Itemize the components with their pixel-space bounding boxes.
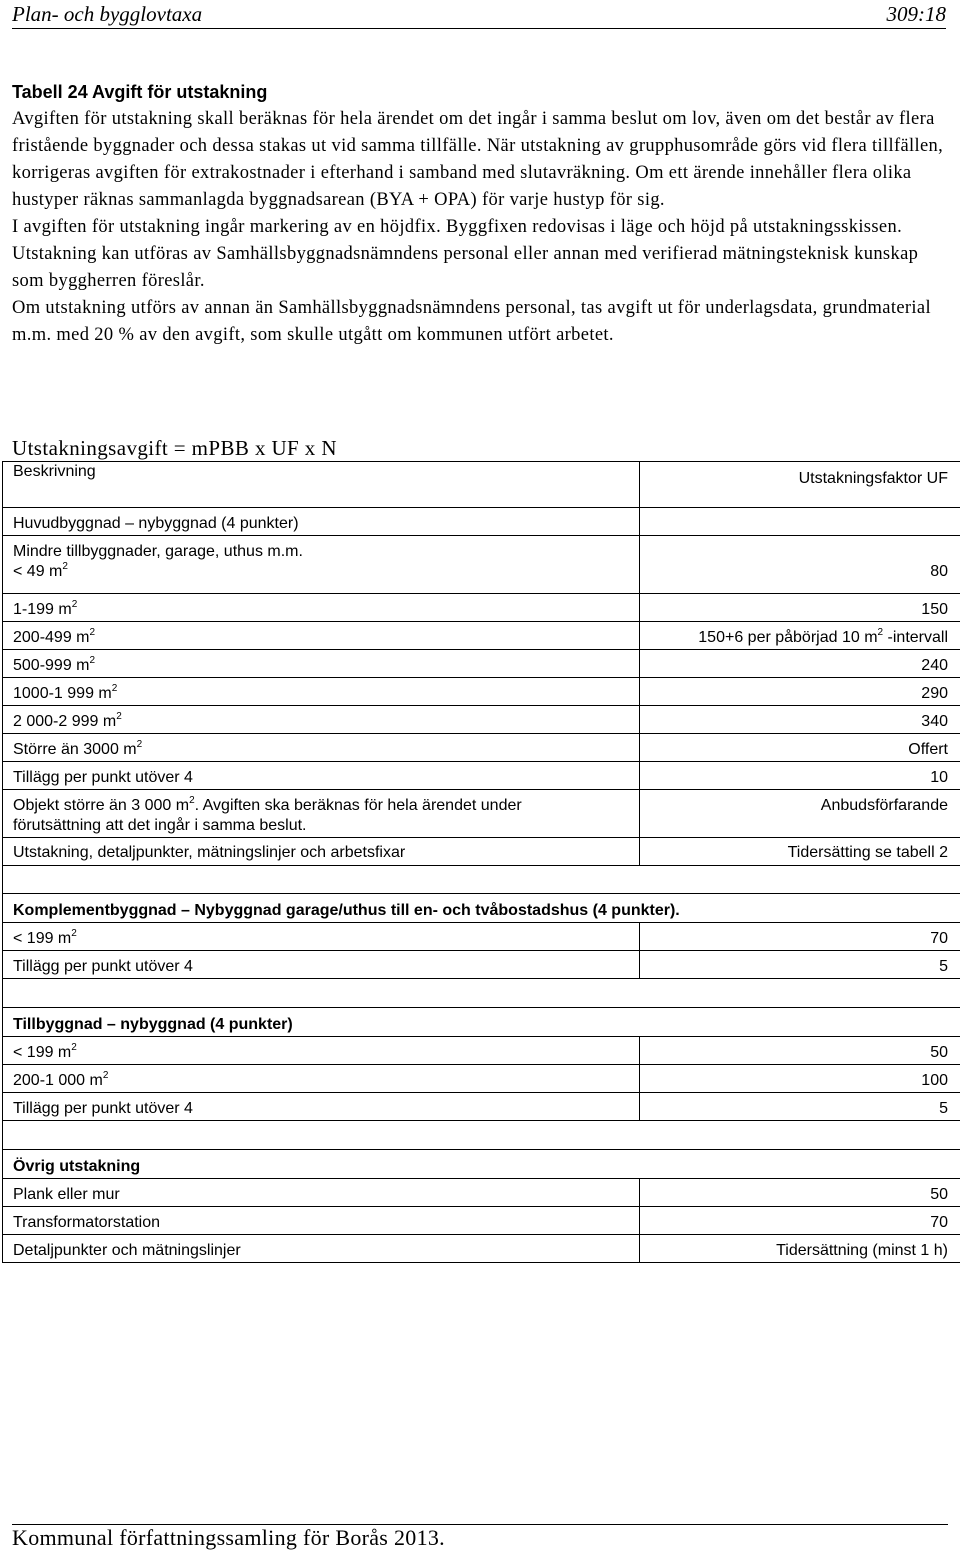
spacer-row [3,866,960,894]
row-value: 5 [640,1093,960,1121]
table-header-row [3,462,960,508]
section-subtitle: Mindre tillbyggnader, garage, uthus m.m. [13,543,303,560]
table-row [3,1065,960,1093]
row-value: 80 [640,536,960,594]
spacer-row [3,1121,960,1150]
row-label: Objekt större än 3 000 $m^2$. Avgiften ska beräknas för hela ärendet under förutsättning att det ingår i samma beslut. [3,790,640,838]
row-value: 10 [640,762,960,790]
spacer-row [3,979,960,1008]
row-value: Offert [640,734,960,762]
row-label: Utstakning, detaljpunkter, mätningslinjer och arbetsfixar [3,838,640,866]
paragraph: Om utstakning utförs av annan än Samhällsbyggnadsnämndens personal, tas avgift ut för underlagsdata, grundmaterial m.m. med 20 % av den avgift, som skulle utgått om kommunen utfört arbetet. [12,298,931,345]
row-value: 150+6 per påbörjad 10 $m^2$ -intervall [640,622,960,650]
row-label: Tillägg per punkt utöver 4 [3,762,640,790]
row-label: 500-999 $m^2$ [3,650,640,678]
table-row [3,838,960,866]
row-label: Tillägg per punkt utöver 4 [3,1093,640,1121]
row-label: Plank eller mur [3,1179,640,1207]
row-value: 70 [640,923,960,951]
section-row [3,1150,960,1179]
paragraph: Avgiften för utstakning skall beräknas för hela ärendet om det ingår i samma beslut om lov, även om det består av flera fristående byggnader och dessa stakas ut vid samma tillfälle. När utstakning av grupphusområde görs vid flera tillfällen, korrigeras avgiften för extrakostnader i efterhand i samband med slutavräkning. Om ett ärende innehåller flera olika hustyper räknas sammanlagda byggnadsarean (BYA + OPA) för varje hustyp för sig. [12,109,944,210]
row-value: 100 [640,1065,960,1093]
row-label: 1000-1 999 $m^2$ [3,678,640,706]
page-number: 309:18 [886,2,946,26]
fee-formula: Utstakningsavgift = mPBB x UF x N [12,436,337,460]
table-row [3,536,960,594]
row-label: Större än 3000 $m^2$ [3,734,640,762]
section-row [3,1008,960,1037]
row-value: Tidersätting se tabell 2 [640,838,960,866]
intro-text [12,106,948,349]
row-value: 290 [640,678,960,706]
table-row [3,1207,960,1235]
table-row [3,790,960,838]
row-value: 240 [640,650,960,678]
table-row [3,706,960,734]
row-value: 50 [640,1037,960,1065]
section-row [3,894,960,923]
row-label: Detaljpunkter och mätningslinjer [3,1235,640,1263]
section-title: Övrig utstakning [3,1150,960,1179]
table-row [3,923,960,951]
col-header-factor: Utstakningsfaktor UF [640,462,960,508]
table-row [3,951,960,979]
paragraph: I avgiften för utstakning ingår markering av en höjdfix. Byggfixen redovisas i läge och höjd på utstakningsskissen. [12,217,903,237]
section-title: Huvudbyggnad – nybyggnad (4 punkter) [3,508,640,536]
row-label: Tillägg per punkt utöver 4 [3,951,640,979]
row-value: 50 [640,1179,960,1207]
row-value: 70 [640,1207,960,1235]
table-row [3,1179,960,1207]
table-row [3,622,960,650]
table-row [3,1037,960,1065]
page-footer: Kommunal författningssamling för Borås 2013. [12,1525,445,1550]
document-title: Plan- och bygglovtaxa [12,2,203,26]
section-title: Komplementbyggnad – Nybyggnad garage/uthus till en- och tvåbostadshus (4 punkter). [3,894,960,923]
paragraph: Utstakning kan utföras av Samhällsbyggnadsnämndens personal eller annan med verifierad mätningsteknisk kunskap som byggherren föreslår. [12,244,919,291]
table-row [3,1235,960,1263]
row-label: 200-499 $m^2$ [3,622,640,650]
row-label: < 49 $m^2$ [13,560,68,580]
col-header-description: Beskrivning [3,462,640,508]
row-label: Transformatorstation [3,1207,640,1235]
row-value: 5 [640,951,960,979]
table-title: Tabell 24 Avgift för utstakning [12,82,268,102]
section-row [3,508,960,536]
section-title: Tillbyggnad – nybyggnad (4 punkter) [3,1008,960,1037]
page-header [12,0,946,29]
table-row [3,762,960,790]
row-value: Tidersättning (minst 1 h) [640,1235,960,1263]
row-value: Anbudsförfarande [640,790,960,838]
row-label: 200-1 000 $m^2$ [3,1065,640,1093]
table-row [3,650,960,678]
row-value: 340 [640,706,960,734]
fee-table [2,461,960,1263]
table-row [3,678,960,706]
row-label: < 199 $m^2$ [3,1037,640,1065]
row-value: 150 [640,594,960,622]
row-label: < 199 $m^2$ [3,923,640,951]
table-row [3,1093,960,1121]
row-label: 2 000-2 999 $m^2$ [3,706,640,734]
table-row [3,734,960,762]
row-label: 1-199 $m^2$ [3,594,640,622]
table-row [3,594,960,622]
